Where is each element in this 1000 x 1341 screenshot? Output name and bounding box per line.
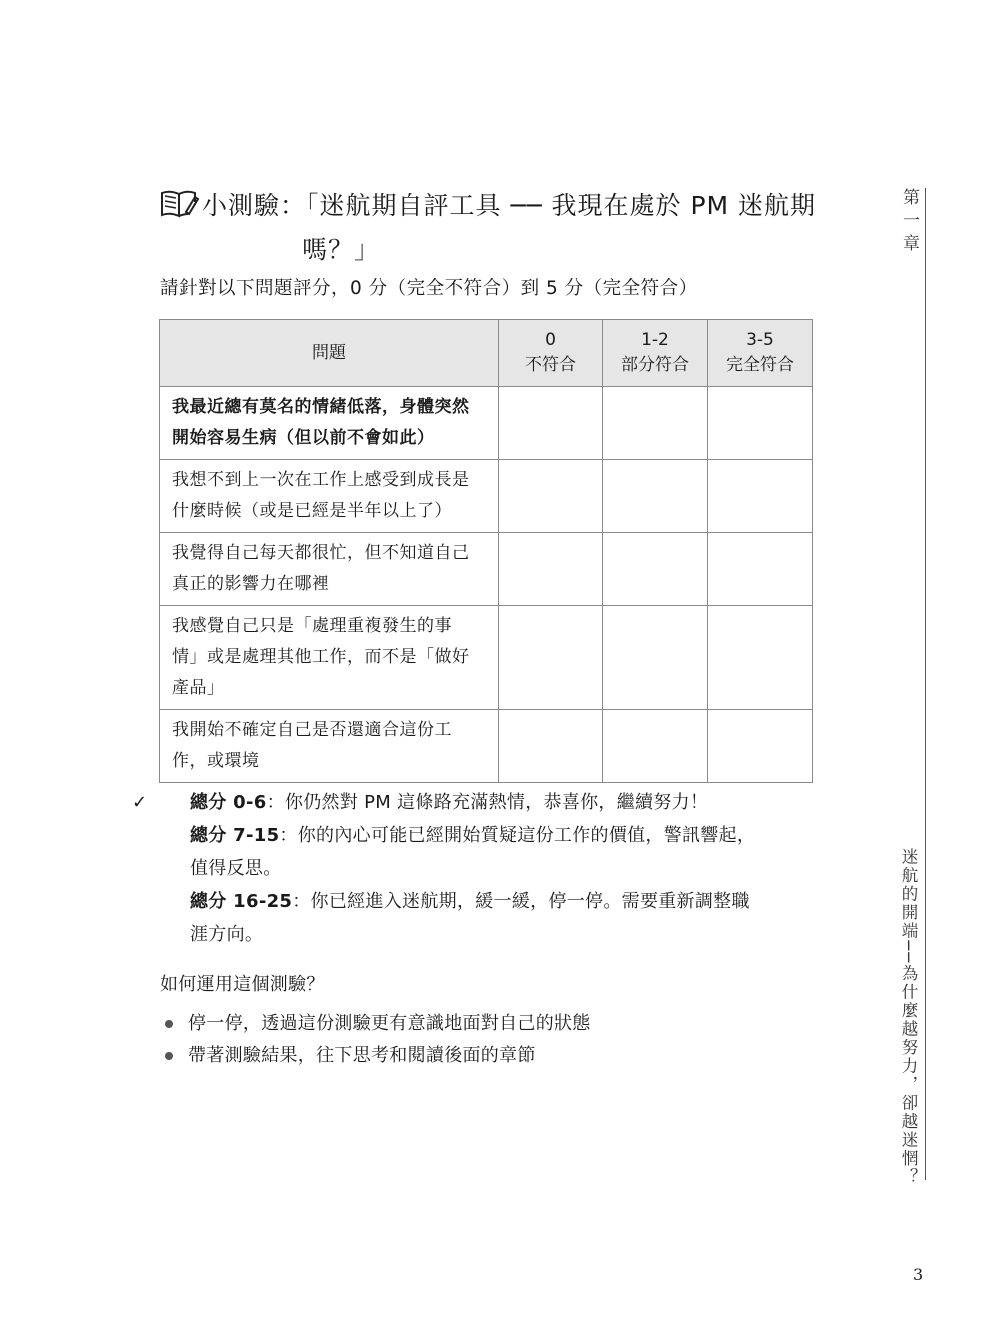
score-cell-3-5[interactable] (708, 606, 813, 710)
header-score-1-2: 1-2 部分符合 (603, 320, 708, 387)
side-rule (925, 188, 926, 1180)
table-row (160, 460, 813, 533)
score-range-0-6: ✓ 總分 0-6：你仍然對 PM 這條路充滿熱情，恭喜你，繼續努力！ (160, 786, 820, 819)
header-score-0: 0 不符合 (499, 320, 603, 387)
score-cell-0[interactable] (499, 460, 603, 533)
score-cell-0[interactable] (499, 710, 603, 783)
score-cell-3-5[interactable] (708, 460, 813, 533)
score-cell-3-5[interactable] (708, 533, 813, 606)
book-pencil-icon (160, 187, 200, 221)
title-line-1 (160, 184, 820, 224)
score-cell-1-2[interactable] (603, 606, 708, 710)
title-text-1: 小測驗：「迷航期自評工具 ── 我現在處於 PM 迷航期 (202, 191, 817, 220)
table-row (160, 387, 813, 460)
score-cell-0[interactable] (499, 606, 603, 710)
list-item: 帶著測驗結果，往下思考和閱讀後面的章節 (160, 1040, 591, 1072)
list-item: 停一停，透過這份測驗更有意識地面對自己的狀態 (160, 1008, 591, 1040)
score-cell-3-5[interactable] (708, 387, 813, 460)
usage-list (160, 1008, 591, 1072)
page-number: 3 (913, 1265, 924, 1284)
check-icon: ✓ (132, 792, 148, 813)
question-cell: 我想不到上一次在工作上感受到成長是 什麼時候（或是已經是半年以上了） (160, 460, 499, 533)
header-question: 問題 (160, 320, 499, 387)
score-range-16-25: 總分 16-25：你已經進入迷航期，緩一緩，停一停。需要重新調整職 涯方向。 (190, 891, 750, 945)
question-cell: 我感覺自己只是「處理重複發生的事 情」或是處理其他工作，而不是「做好 產品」 (160, 606, 499, 710)
table-header-row (160, 320, 813, 387)
side-topic-label: 迷航的開端──為什麼越努力，卻越迷惘？ (899, 848, 918, 1187)
table-row (160, 606, 813, 710)
score-cell-1-2[interactable] (603, 710, 708, 783)
usage-heading: 如何運用這個測驗？ (160, 974, 325, 995)
side-chapter-label: 第一章 (899, 188, 919, 257)
bullet-icon (165, 1052, 173, 1060)
table-row (160, 710, 813, 783)
score-cell-0[interactable] (499, 533, 603, 606)
table-row (160, 533, 813, 606)
score-cell-3-5[interactable] (708, 710, 813, 783)
score-cell-0[interactable] (499, 387, 603, 460)
question-cell: 我覺得自己每天都很忙，但不知道自己 真正的影響力在哪裡 (160, 533, 499, 606)
question-cell: 我開始不確定自己是否還適合這份工 作，或環境 (160, 710, 499, 783)
score-cell-1-2[interactable] (603, 460, 708, 533)
intro-text: 請針對以下問題評分，0 分（完全不符合）到 5 分（完全符合） (160, 278, 698, 299)
score-cell-1-2[interactable] (603, 533, 708, 606)
quiz-title (160, 184, 820, 266)
score-range-7-15: 總分 7-15：你的內心可能已經開始質疑這份工作的價值，警訊響起， 值得反思。 (190, 825, 756, 879)
self-assessment-table (159, 319, 813, 783)
title-text-2: 嗎？」 (302, 235, 381, 264)
question-cell: 我最近總有莫名的情緒低落，身體突然 開始容易生病（但以前不會如此） (160, 387, 499, 460)
bullet-icon (165, 1020, 173, 1028)
score-interpretation (132, 786, 820, 951)
score-cell-1-2[interactable] (603, 387, 708, 460)
header-score-3-5: 3-5 完全符合 (708, 320, 813, 387)
